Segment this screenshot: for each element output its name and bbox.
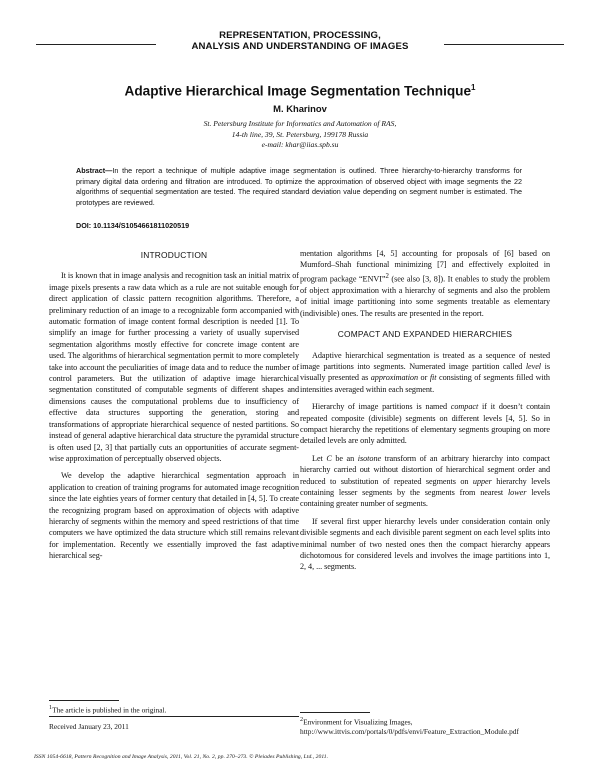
header-rule-left — [36, 44, 156, 45]
title-footnote-mark: 1 — [471, 83, 476, 92]
footnote-2-ref: 2 — [385, 272, 389, 280]
received-rule — [49, 716, 299, 717]
affiliation-line1: St. Petersburg Institute for Informatics and Automation of RAS, — [203, 119, 397, 128]
p2-text-a: Hierarchy of image partitions is named — [312, 402, 451, 412]
term-fit: fit — [429, 373, 437, 383]
p1-text-b: is visually presented as — [300, 361, 550, 383]
p1-text-a: Adaptive hierarchical segmentation is treated as a sequence of nested image partitions into segments. Numerated image partition called — [300, 350, 550, 371]
journal-title-line2: ANALYSIS AND UNDERSTANDING OF IMAGES — [191, 41, 409, 52]
footnote-2 — [300, 715, 550, 737]
footnote-rule-right — [300, 712, 370, 713]
header-rule-right — [444, 44, 564, 45]
term-C: C — [326, 453, 332, 463]
doi: DOI: 10.1134/S1054661811020519 — [76, 221, 190, 230]
author-email: e-mail: khar@iias.spb.su — [261, 140, 339, 150]
journal-header — [36, 30, 564, 58]
footnote-1 — [49, 703, 299, 715]
footnote-rule-left — [49, 700, 119, 701]
term-isotone: isotone — [357, 453, 382, 463]
term-level: level — [525, 361, 542, 371]
journal-title-line1: REPRESENTATION, PROCESSING, — [219, 30, 381, 41]
compact-hierarchies-heading: COMPACT AND EXPANDED HIERARCHIES — [337, 329, 513, 340]
abstract-dash: — — [105, 166, 113, 175]
term-lower: lower — [507, 488, 527, 498]
term-compact: compact — [450, 402, 479, 412]
paper-title — [36, 83, 564, 99]
affiliation-line2: 14-th line, 39, St. Petersburg, 199178 Russia — [231, 129, 369, 139]
p1-text-d: consisting of segments filled with intensities averaged within each segment. — [300, 373, 550, 394]
intro-paragraph-1: It is known that in image analysis and recognition task an initial matrix of image pixels presents a raw data which as a rule are not suitable enough for direct application of classic pattern recognition algorithms. Therefore, a preliminary reduction of an image to a recognizable form accompanied with automatic formation of image content formal description is needed [1]. To simplify an image for further processing a variety of usually supervised segmentation algorithms mostly effective for concrete image content are used. The algorithms of hierarchical segmentation permit to more completely take into account the peculiarities of image data and to reduce the number of control parameters. But the utilization of adaptive image hierarchical segmentation constituted of computable segments of different shapes and dimensions causes the computational problems due to insufficiency of effective data structures supporting the generation, storing and transformations of appropriate hierarchical sequence of nested partitions. So instead of general adaptive hierarchical data structure the pyramidal structure is often used [2, 3] that partially cuts an opportunities of accurate segment-wise approximation of perceptually observed objects. — [49, 271, 299, 463]
intro-paragraph-2: We develop the adaptive hierarchical segmentation approach in application to creation of training programs for automated image recognition since the late eighties years of former century that detailed in [4, 5]. To create the recognizing program based on approximation of objects with adaptive hierarchy of segments within the memory and speed restrictions of that time computers we have optimized the data structure which still remains relevant for implementation. Recently we essentially improved the fast adaptive hierarchical seg- — [49, 471, 299, 561]
right-paragraph-continued — [300, 248, 550, 319]
affiliation — [36, 119, 564, 151]
p3-text-a: Let — [312, 453, 327, 463]
right-paragraph-2 — [300, 401, 550, 447]
continued-text: mentation algorithms [4, 5] accounting for proposals of [6] based on Mumford–Shah functional minimizing [7] and effectively exploited in program package “ENVI” — [300, 249, 550, 284]
p1-text-c: or — [418, 373, 430, 383]
term-approximation: approximation — [370, 373, 419, 383]
right-paragraph-1 — [300, 350, 550, 396]
term-upper: upper — [472, 476, 492, 486]
p2-text-b: if it doesn’t contain repeated composite (divisible) segments on different levels [4, 5]. So in compact hierarchy the repetitions of elementary segments grouping on more detailed levels are only admitted. — [300, 402, 550, 446]
footnote-1-mark: 1 — [49, 705, 53, 711]
p3-text-e: hierarchy levels containing lesser segments by the segments from nearest — [300, 476, 550, 498]
abstract-text: In the report a technique of multiple adaptive image segmentation is outlined. Three hierarchy-to-hierarchy transforms for primary digital data ordering and filtration are introduced. To optimize the approximation of observed object with image segments the 22 algorithms of sequential segmentation are tested. The required standard deviation value depending on segment number is estimated. The prototypes are reviewed. — [76, 166, 522, 207]
right-paragraph-3 — [300, 453, 550, 510]
received-date: Received January 23, 2011 — [49, 722, 129, 731]
introduction-heading: INTRODUCTION — [140, 250, 208, 260]
p3-text-b: be an — [331, 453, 358, 463]
paper-title-text: Adaptive Hierarchical Image Segmentation Technique — [124, 83, 472, 99]
abstract-lead: Abstract — [76, 166, 106, 175]
footer-citation: ISSN 1054-6618, Pattern Recognition and Image Analysis, 2011, Vol. 21, No. 2, pp. 270–273. © Pleiades Publishing, Ltd., 2011. — [34, 754, 329, 760]
continued-text-end: (see also [3, 8]). It enables to study the problem of object approximation with a hierarchy of segments and also the problem of initial image partitioning into some segments treatable as elementary (indivisible) ones. The results are presented in the report. — [300, 274, 550, 318]
abstract — [76, 166, 522, 208]
footnote-2-mark: 2 — [300, 717, 304, 723]
journal-title — [166, 30, 434, 52]
left-column — [49, 248, 299, 562]
p3-text-d: transform of an arbitrary hierarchy into compact hierarchy carried out without distortion of hierarchical segment order and reduced to substitution of repeated segments on — [300, 453, 550, 486]
p3-text-f: levels containing greater number of segments. — [300, 488, 551, 509]
footnote-1-text: The article is published in the original. — [52, 705, 167, 715]
right-column — [300, 248, 550, 573]
footnote-2-text: Environment for Visualizing Images, http://www.ittvis.com/portals/0/pdfs/envi/Feature_Extraction_Module.pdf — [300, 717, 519, 737]
author-name: M. Kharinov — [273, 103, 327, 114]
right-paragraph-4: If several first upper hierarchy levels under consideration contain only divisible segments and each divisible parent segment on each level splits into minimal number of two nested ones then the compact hierarchy appears dichotomous for considered levels and involves the image partitions into 1, 2, 4, ... segments. — [300, 516, 550, 572]
